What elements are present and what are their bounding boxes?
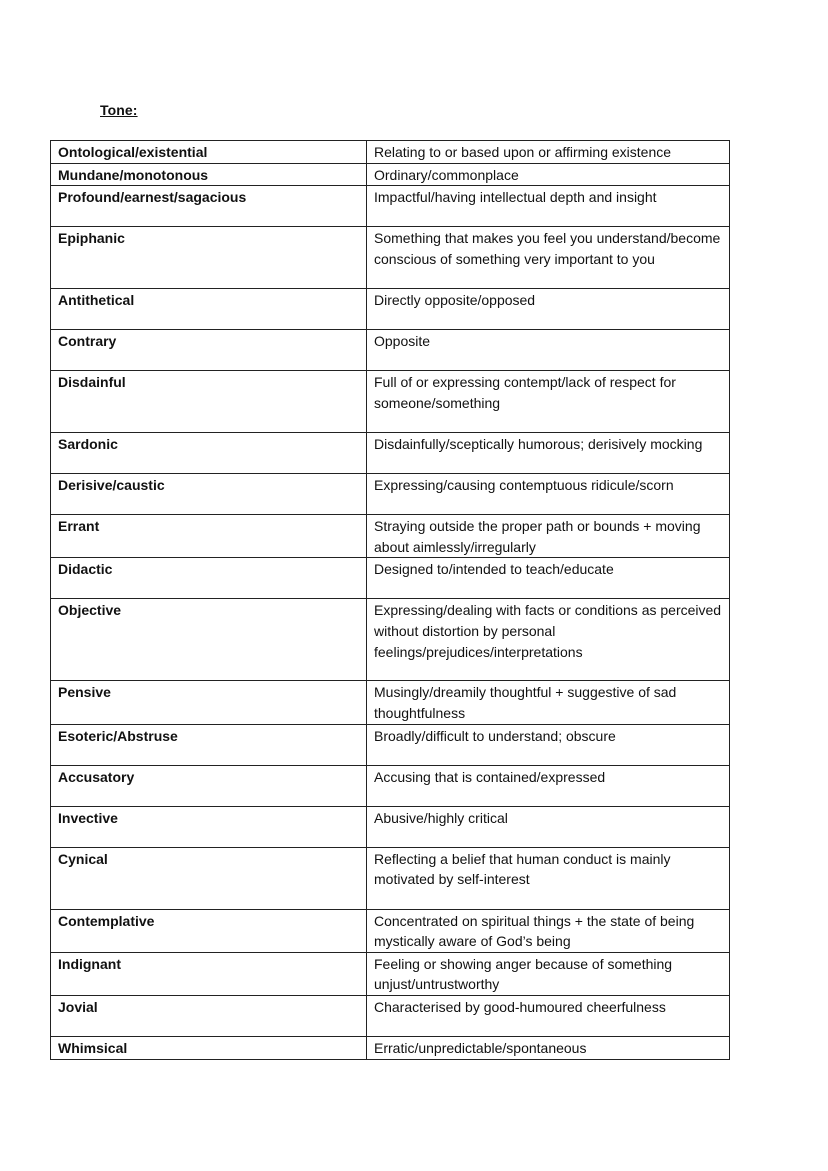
definition-cell: Expressing/dealing with facts or conditions as perceived without distortion by personal feelings/prejudices/interpretations bbox=[367, 599, 730, 681]
definition-cell: Straying outside the proper path or bounds + moving about aimlessly/irregularly bbox=[367, 515, 730, 558]
table-row bbox=[51, 909, 730, 952]
table-row bbox=[51, 163, 730, 186]
table-row bbox=[51, 558, 730, 599]
table-row bbox=[51, 186, 730, 227]
term-cell: Mundane/monotonous bbox=[51, 163, 367, 186]
table-row bbox=[51, 724, 730, 765]
term-cell: Contemplative bbox=[51, 909, 367, 952]
table-row bbox=[51, 1036, 730, 1059]
definition-cell: Disdainfully/sceptically humorous; derisively mocking bbox=[367, 433, 730, 474]
table-row bbox=[51, 433, 730, 474]
definition-cell: Concentrated on spiritual things + the state of being mystically aware of God’s being bbox=[367, 909, 730, 952]
definition-cell: Characterised by good-humoured cheerfulness bbox=[367, 995, 730, 1036]
table-row bbox=[51, 227, 730, 289]
term-cell: Antithetical bbox=[51, 289, 367, 330]
definition-cell: Expressing/causing contemptuous ridicule/scorn bbox=[367, 474, 730, 515]
table-row bbox=[51, 289, 730, 330]
term-cell: Profound/earnest/sagacious bbox=[51, 186, 367, 227]
definition-cell: Directly opposite/opposed bbox=[367, 289, 730, 330]
tone-glossary-table bbox=[50, 140, 730, 1060]
table-row bbox=[51, 515, 730, 558]
page-heading: Tone: bbox=[100, 102, 138, 118]
table-row bbox=[51, 371, 730, 433]
definition-cell: Reflecting a belief that human conduct is mainly motivated by self-interest bbox=[367, 847, 730, 909]
definition-cell: Abusive/highly critical bbox=[367, 806, 730, 847]
table-row bbox=[51, 681, 730, 724]
table-row bbox=[51, 952, 730, 995]
definition-cell: Something that makes you feel you understand/become conscious of something very important to you bbox=[367, 227, 730, 289]
term-cell: Indignant bbox=[51, 952, 367, 995]
table-row bbox=[51, 330, 730, 371]
term-cell: Sardonic bbox=[51, 433, 367, 474]
term-cell: Derisive/caustic bbox=[51, 474, 367, 515]
term-cell: Whimsical bbox=[51, 1036, 367, 1059]
definition-cell: Ordinary/commonplace bbox=[367, 163, 730, 186]
term-cell: Disdainful bbox=[51, 371, 367, 433]
definition-cell: Designed to/intended to teach/educate bbox=[367, 558, 730, 599]
table-row bbox=[51, 141, 730, 164]
term-cell: Epiphanic bbox=[51, 227, 367, 289]
definition-cell: Full of or expressing contempt/lack of respect for someone/something bbox=[367, 371, 730, 433]
table-row bbox=[51, 599, 730, 681]
term-cell: Invective bbox=[51, 806, 367, 847]
term-cell: Contrary bbox=[51, 330, 367, 371]
definition-cell: Musingly/dreamily thoughtful + suggestive of sad thoughtfulness bbox=[367, 681, 730, 724]
term-cell: Jovial bbox=[51, 995, 367, 1036]
definition-cell: Opposite bbox=[367, 330, 730, 371]
definition-cell: Accusing that is contained/expressed bbox=[367, 765, 730, 806]
table-row bbox=[51, 806, 730, 847]
term-cell: Errant bbox=[51, 515, 367, 558]
term-cell: Pensive bbox=[51, 681, 367, 724]
definition-cell: Feeling or showing anger because of something unjust/untrustworthy bbox=[367, 952, 730, 995]
term-cell: Cynical bbox=[51, 847, 367, 909]
table-row bbox=[51, 847, 730, 909]
definition-cell: Broadly/difficult to understand; obscure bbox=[367, 724, 730, 765]
table-row bbox=[51, 474, 730, 515]
definition-cell: Erratic/unpredictable/spontaneous bbox=[367, 1036, 730, 1059]
term-cell: Ontological/existential bbox=[51, 141, 367, 164]
definition-cell: Relating to or based upon or affirming existence bbox=[367, 141, 730, 164]
table-row bbox=[51, 995, 730, 1036]
term-cell: Accusatory bbox=[51, 765, 367, 806]
term-cell: Didactic bbox=[51, 558, 367, 599]
term-cell: Objective bbox=[51, 599, 367, 681]
term-cell: Esoteric/Abstruse bbox=[51, 724, 367, 765]
table-row bbox=[51, 765, 730, 806]
definition-cell: Impactful/having intellectual depth and insight bbox=[367, 186, 730, 227]
